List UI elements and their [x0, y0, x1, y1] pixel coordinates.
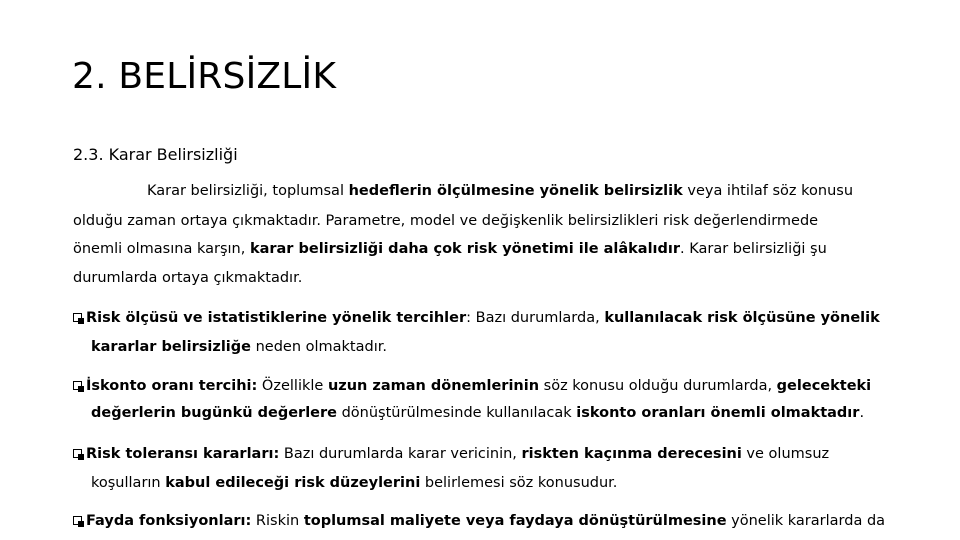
text-span: veya ihtilaf söz konusu — [682, 183, 854, 199]
text-span: Riskin — [251, 513, 304, 529]
slide-title: 2. BELİRSİZLİK — [72, 56, 337, 97]
bullet-item-3-line-1 — [73, 446, 829, 462]
bold-text-span: Risk ölçüsü ve istatistiklerine yönelik tercihler — [86, 310, 467, 326]
text-span: önemli olmasına karşın, — [73, 241, 250, 257]
paragraph-line-2: olduğu zaman ortaya çıkmaktadır. Parametre, model ve değişkenlik belirsizlikleri risk değerlendirmede — [73, 213, 819, 229]
text-span: belirlemesi söz konusudur. — [420, 475, 618, 491]
bold-text-span: değerlerin bugünkü değerlere — [91, 405, 337, 421]
bold-text-span: iskonto oranları önemli olmaktadır — [576, 405, 860, 421]
bold-text-span: Fayda fonksiyonları: — [86, 513, 252, 529]
text-span: Karar belirsizliği, toplumsal — [147, 183, 349, 199]
section-subtitle: 2.3. Karar Belirsizliği — [73, 145, 238, 164]
bold-text-span: gelecekteki — [776, 378, 872, 394]
text-span: neden olmaktadır. — [250, 339, 387, 355]
text-span: . Karar belirsizliği şu — [680, 241, 827, 257]
text-span: Özellikle — [257, 378, 328, 394]
paragraph-line-4: durumlarda ortaya çıkmaktadır. — [73, 270, 303, 286]
bold-text-span: kullanılacak risk ölçüsüne yönelik — [604, 310, 880, 326]
bullet-item-3-line-2 — [91, 475, 617, 491]
bullet-item-1-line-1 — [73, 310, 880, 326]
text-span: Bazı durumlarda karar vericinin, — [279, 446, 522, 462]
bold-text-span: karar belirsizliği daha çok risk yönetimi ile alâkalıdır — [249, 241, 681, 257]
text-span: yönelik kararlarda da — [726, 513, 886, 529]
text-span: : Bazı durumlarda, — [466, 310, 605, 326]
bold-text-span: kararlar belirsizliğe — [91, 339, 251, 355]
bold-text-span: hedeflerin ölçülmesine yönelik belirsizlik — [348, 183, 683, 199]
bold-text-span: toplumsal maliyete veya faydaya dönüştürülmesine — [303, 513, 727, 529]
bold-text-span: kabul edileceği risk düzeylerini — [165, 475, 421, 491]
paragraph-line-3 — [73, 241, 827, 257]
bold-text-span: riskten kaçınma derecesini — [521, 446, 742, 462]
bold-text-span: İskonto oranı tercihi: — [86, 378, 258, 394]
square-bullet-icon — [73, 313, 82, 322]
text-span: . — [859, 405, 865, 421]
bullet-item-4-line-1 — [73, 513, 885, 529]
paragraph-line-1 — [147, 183, 853, 199]
text-span: koşulların — [91, 475, 166, 491]
square-bullet-icon — [73, 449, 82, 458]
bullet-item-2-line-2 — [91, 405, 864, 421]
text-span: dönüştürülmesinde kullanılacak — [336, 405, 577, 421]
bullet-item-1-line-2 — [91, 339, 387, 355]
bold-text-span: uzun zaman dönemlerinin — [327, 378, 540, 394]
text-span: söz konusu olduğu durumlarda, — [539, 378, 777, 394]
square-bullet-icon — [73, 381, 82, 390]
text-span: ve olumsuz — [741, 446, 830, 462]
square-bullet-icon — [73, 516, 82, 525]
bullet-item-2-line-1 — [73, 378, 871, 394]
bold-text-span: Risk toleransı kararları: — [86, 446, 280, 462]
